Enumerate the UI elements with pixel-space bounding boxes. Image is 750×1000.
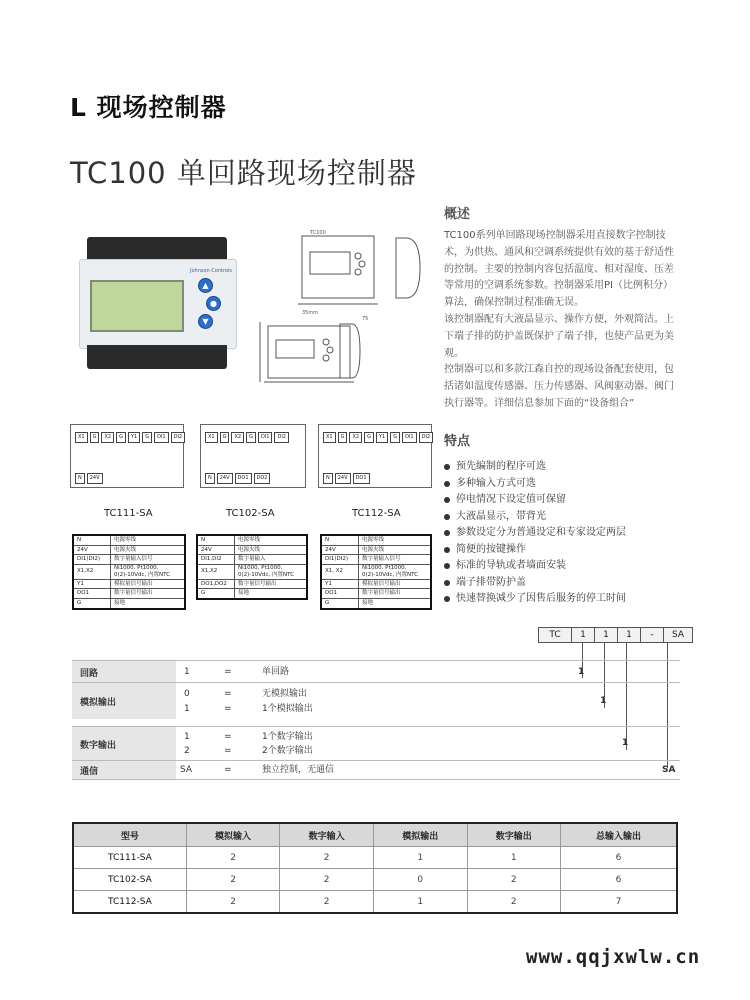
table-cell: 电源火线 [111,545,186,555]
terminal: Y1 [128,432,140,443]
table-row [321,555,431,565]
table-row [73,598,185,608]
table-cell: DO1 [73,589,111,599]
device-logo: Johnson Controls [190,268,232,274]
feature-text: 标准的导轨或者墙面安装 [456,560,566,571]
table-row [73,535,185,545]
terminal: G [116,432,126,443]
feature-text: 多种输入方式可选 [456,477,536,489]
terminal: 24V [87,473,103,484]
device-top-terminal-cover [87,237,227,261]
table-row [321,535,431,545]
bullet-icon [444,580,450,586]
terminal: DI2 [419,432,434,443]
column-header: 模拟输入 [186,823,280,847]
overview-paragraph: 该控制器配有大液晶显示、操作方便，外观简洁。上下端子排的防护盖既保护了端子排，也使产品更为美观。 [444,313,674,359]
option-line [172,664,680,680]
table-cell: 6 [561,847,677,869]
table-cell: 1 [467,847,561,869]
option-name: 通信 [72,761,176,779]
order-code-cell: - [640,627,664,643]
wiring-label-tc112: TC112-SA [352,508,401,519]
wiring-label-tc102: TC102-SA [226,508,275,519]
table-row [197,579,307,589]
terminal: DI1 [154,432,169,443]
table-cell: 2 [186,891,280,914]
table-row [73,869,677,891]
order-code-cell: 1 [594,627,618,643]
table-cell: X1,X2 [73,564,111,579]
table-row [321,589,431,599]
table-cell: TC112-SA [73,891,186,914]
terminal: DI1 [402,432,417,443]
bullet-icon [444,596,450,602]
down-arrow-icon: ▼ [198,314,213,329]
table-row [73,555,185,565]
bullet-icon [444,547,450,553]
terminal: X1 [75,432,88,443]
terminal: X1 [323,432,336,443]
wiring-diagram-tc112 [318,424,432,488]
table-cell: 2 [467,869,561,891]
watermark-url: www.qqjxwlw.cn [526,946,701,968]
table-cell: 数字量信号输出 [359,589,432,599]
option-code: 0 [184,689,190,699]
table-cell: G [321,598,359,608]
terminal: DI2 [274,432,289,443]
table-cell: 接地 [359,598,432,608]
terminal: N [205,473,215,484]
option-row-analog-output [72,682,680,719]
table-cell: 数字量输入信号 [111,555,186,565]
feature-item [444,459,704,476]
option-row-communication [72,760,680,780]
overview-paragraph: TC100系列单回路现场控制器采用直接数字控制技术，为供热、通风和空调系统提供有效的基于舒适性的控制。主要的控制内容包括温度、相对湿度、压差等常用的空调系统参数。控制器采用PI（比例积分）算法，确保控制过程准确无误。 [444,230,674,309]
table-cell: 模拟量信号输出 [359,579,432,589]
table-cell: 电源零线 [235,535,308,545]
table-cell: 电源零线 [359,535,432,545]
order-code-cell: TC [538,627,572,643]
bullet-icon [444,514,450,520]
table-cell: 数字量输入 [235,555,308,565]
feature-text: 大液晶显示，带背光 [456,510,546,522]
table-cell: 2 [280,891,374,914]
terminal: G [220,432,230,443]
table-row [73,589,185,599]
table-cell: 24V [73,545,111,555]
table-cell: G [73,598,111,608]
column-header: 总输入输出 [561,823,677,847]
table-cell: 2 [280,847,374,869]
table-row [73,847,677,869]
terminal: Y1 [376,432,388,443]
order-code-cell: 1 [571,627,595,643]
overview-paragraph: 控制器可以和多款江森自控的现场设备配套使用，包括诸如温度传感器、压力传感器、风阀驱动器、阀门执行器等。详细信息参加下面的“设备组合” [444,364,674,409]
terminal-table-tc102 [196,534,308,600]
table-row [197,535,307,545]
table-cell: 数字量信号输出 [111,589,186,599]
option-code: 2 [184,746,190,756]
option-name: 数字输出 [72,727,176,761]
section-title: L 现场控制器 [70,93,227,122]
bullet-icon [444,530,450,536]
feature-item [444,591,704,608]
option-code: 1 [184,667,190,677]
terminal: G [90,432,100,443]
table-cell: N [73,535,111,545]
table-cell: 24V [197,545,235,555]
terminal: DO1 [235,473,252,484]
option-eq: = [224,765,232,775]
bullet-icon [444,497,450,503]
table-cell: DO1 [321,589,359,599]
table-cell: DO1,DO2 [197,579,235,589]
table-cell: Ni1000, Pt1000, 0(2)-10Vdc, 内置NTC [111,564,186,579]
terminal: X2 [101,432,114,443]
option-row-loop [72,660,680,683]
table-row [197,589,307,599]
table-cell: 1 [373,891,467,914]
table-header-row [73,823,677,847]
table-row [197,555,307,565]
terminal: DI2 [171,432,186,443]
option-eq: = [224,667,232,677]
order-options-table [72,660,680,778]
bullet-icon [444,464,450,470]
device-photo [79,237,239,369]
feature-item [444,476,704,493]
table-row [73,579,185,589]
menu-icon: ● [206,296,221,311]
table-cell: 数字量信号输出 [235,579,308,589]
bullet-icon [444,563,450,569]
option-line [172,738,680,759]
device-lcd-screen [90,280,184,332]
panel-label: TC100 [310,230,326,236]
option-code: SA [180,765,193,775]
table-cell: 7 [561,891,677,914]
order-code [539,627,693,643]
option-value: 1 [600,696,607,706]
table-cell: Y1 [321,579,359,589]
option-eq: = [224,732,232,742]
terminal: X1 [205,432,218,443]
terminal: DO1 [353,473,370,484]
option-code: 1 [184,732,190,742]
table-cell: 2 [467,891,561,914]
table-cell: DI1(DI2) [73,555,111,565]
model-table [72,822,678,914]
column-header: 数字输出 [467,823,561,847]
terminal: X2 [231,432,244,443]
table-row [321,598,431,608]
option-desc: 单回路 [262,667,290,677]
table-cell: DI1(DI2) [321,555,359,565]
terminal: G [246,432,256,443]
wiring-diagram-tc111 [70,424,184,488]
option-value: 1 [622,738,629,748]
terminal: DO2 [254,473,271,484]
feature-item [444,525,704,542]
table-cell: 24V [321,545,359,555]
table-cell: Ni1000, Pt1000, 0(2)-10Vdc, 内置NTC [359,564,432,579]
table-cell: 2 [186,847,280,869]
table-cell: Y1 [73,579,111,589]
table-row [73,891,677,914]
table-row [321,545,431,555]
table-row [73,545,185,555]
terminal: G [390,432,400,443]
option-value: SA [662,765,676,775]
wiring-diagram-tc102 [200,424,306,488]
table-row [197,545,307,555]
table-cell: 0 [373,869,467,891]
device-body [79,259,237,349]
side-label: 75 [362,316,369,322]
feature-item [444,509,704,526]
option-line [172,696,680,717]
table-cell: G [197,589,235,599]
terminal: G [142,432,152,443]
table-row [73,564,185,579]
table-cell: Ni1000, Pt1000, 0(2)-10Vdc, 内置NTC [235,564,308,579]
order-code-cell: SA [663,627,693,643]
table-cell: 6 [561,869,677,891]
feature-text: 端子排带防护盖 [456,576,526,588]
table-cell: X1, X2 [321,564,359,579]
option-name: 回路 [72,661,176,683]
terminal: 24V [335,473,351,484]
table-cell: N [197,535,235,545]
option-line [172,762,680,778]
option-eq: = [224,704,232,714]
column-header: 模拟输出 [373,823,467,847]
table-cell: 2 [186,869,280,891]
table-row [321,564,431,579]
option-desc: 1个数字输出 [262,732,313,742]
feature-text: 预先编制的程序可选 [456,461,546,472]
table-cell: 电源零线 [111,535,186,545]
dimension-drawings [250,230,430,390]
table-cell: 接地 [111,598,186,608]
table-cell: TC102-SA [73,869,186,891]
table-cell: TC111-SA [73,847,186,869]
terminal: DI1 [258,432,273,443]
table-row [321,579,431,589]
table-cell: 2 [280,869,374,891]
option-value: 1 [578,667,585,677]
feature-item [444,575,704,592]
feature-text: 简便的按键操作 [456,543,526,555]
bullet-icon [444,481,450,487]
product-title: TC100 单回路现场控制器 [70,156,417,190]
terminal: N [75,473,85,484]
feature-item [444,558,704,575]
terminal: X2 [349,432,362,443]
features-list [444,459,704,608]
option-desc: 无模拟输出 [262,689,308,699]
table-cell: 1 [373,847,467,869]
option-desc: 独立控制，无通信 [262,765,335,775]
column-header: 数字输入 [280,823,374,847]
terminal: N [323,473,333,484]
din-rail-label: 35mm [302,310,319,316]
table-row [197,564,307,579]
wiring-label-tc111: TC111-SA [104,508,153,519]
option-name: 模拟输出 [72,683,176,719]
column-header: 型号 [73,823,186,847]
option-eq: = [224,746,232,756]
table-cell: X1,X2 [197,564,235,579]
device-bottom-terminal-cover [87,345,227,369]
feature-item [444,542,704,559]
option-desc: 1个模拟输出 [262,704,313,714]
features-heading: 特点 [444,434,471,449]
order-code-cell: 1 [617,627,641,643]
table-cell: N [321,535,359,545]
feature-text: 停电情况下设定值可保留 [456,494,566,505]
table-cell: 模拟量信号输出 [111,579,186,589]
option-row-digital-output [72,726,680,761]
table-cell: 电源火线 [359,545,432,555]
feature-item [444,492,704,509]
option-code: 1 [184,704,190,714]
terminal: G [338,432,348,443]
feature-text: 快速替换减少了因售后服务的停工时间 [456,593,626,604]
overview-text [444,228,682,413]
table-cell: 电源火线 [235,545,308,555]
up-arrow-icon: ▲ [198,278,213,293]
option-eq: = [224,689,232,699]
terminal-table-tc111 [72,534,186,610]
terminal: 24V [217,473,233,484]
terminal: G [364,432,374,443]
overview-heading: 概述 [444,207,471,222]
table-cell: 接地 [235,589,308,599]
table-cell: DI1,DI2 [197,555,235,565]
table-cell: 数字量输入信号 [359,555,432,565]
feature-text: 参数设定分为普通设定和专家设定两层 [456,527,626,538]
terminal-table-tc112 [320,534,432,610]
option-desc: 2个数字输出 [262,746,313,756]
